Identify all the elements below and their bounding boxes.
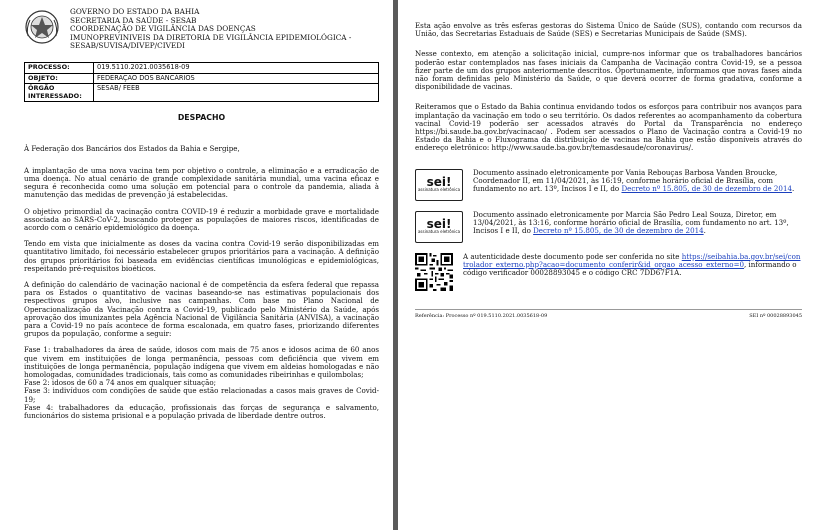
authenticity-block — [415, 253, 802, 291]
process-info-table — [24, 62, 379, 102]
letterhead — [24, 8, 379, 51]
auth-text-1: A autenticidade deste documento pode ser conferida no site — [463, 251, 680, 261]
addressee: À Federação dos Bancários dos Estados da Bahia e Sergipe, — [24, 143, 240, 153]
footer-reference: Referência: Processo nº 019.5110.2021.0035618-09 — [415, 312, 548, 319]
footer-sei-number: SEI nº 00028893045 — [749, 312, 802, 319]
sei-seal-icon — [415, 169, 463, 201]
paragraph-5: Esta ação envolve as três esferas gestoras do Sistema Único de Saúde (SUS), contando com recursos da União, das Secretarias Estaduais de Saúde (SES) e Secretarias Municipais de Saúde (SMS). — [415, 21, 802, 39]
phase-1: Fase 1: trabalhadores da área de saúde, idosos com mais de 75 anos e idosos acima de 60 anos que vivem em instituições de longa permanência, pessoas com deficiência que vivem em instituições de longa permanência, população indígena que vivem em aldeias homologadas e não homologadas, comunidades tradicionais, tais como as comunidades ribeirinhas e quilombolas; — [24, 345, 379, 380]
objeto-value: FEDERAÇÃO DOS BANCÁRIOS — [94, 73, 379, 84]
document-page-2 — [398, 0, 814, 530]
header-line-3: COORDENAÇÃO DE VIGILÂNCIA DAS DOENÇAS — [70, 24, 256, 34]
bahia-coat-of-arms-icon — [24, 8, 60, 46]
processo-value: 019.5110.2021.0035618-09 — [94, 62, 379, 73]
orgao-label: ÓRGÃO INTERESSADO: — [25, 84, 94, 102]
header-line-1: GOVERNO DO ESTADO DA BAHIA — [70, 7, 200, 16]
qr-code-icon — [415, 253, 453, 291]
paragraph-2: O objetivo primordial da vacinação contra COVID-19 é reduzir a morbidade grave e mortalidade associada ao SARS-CoV-2, buscando proteger as populações de maiores riscos, identificadas de acordo com o cenário epidemiológico da doença. — [24, 206, 379, 232]
phase-3: Fase 3: indivíduos com condições de saúde que estão relacionadas a casos mais graves de Covid-19; — [24, 386, 379, 404]
signature-1-end: . — [791, 184, 795, 194]
auth-text-2: , informando o código verificador 00028893045 e o código CRC 7DD67F1A. — [463, 259, 797, 278]
header-line-2: SECRETARIA DA SAÚDE - SESAB — [70, 15, 197, 25]
paragraph-6: Nesse contexto, em atenção a solicitação inicial, cumpre-nos informar que os trabalhadores bancários poderão estar contemplados nas fases iniciais da Campanha de Vacinação contra Covid-19, se a pessoa fizer parte de um dos grupos anteriormente descritos. Oportunamente, informamos que novas fases ainda não foram definidas pelo Ministério da Saúde, o que deverá ocorrer de forma gradativa, conforme a disponibilidade de vacinas. — [415, 49, 802, 92]
auth-verification-link[interactable]: https://seibahia.ba.gov.br/sei/controlador_externo.php?acao=documento_conferir&id_orgao_acesso_externo=0 — [463, 251, 801, 269]
objeto-label: OBJETO: — [25, 73, 94, 84]
seal-caption: assinatura eletrônica — [417, 187, 461, 193]
signature-2-text: Documento assinado eletronicamente por Marcia São Pedro Leal Souza, Diretor, em 13/04/2021, às 13:16, conforme horário oficial de Brasília, com fundamento no art. 13º, Incisos I e II, do — [473, 209, 789, 236]
paragraph-4: A definição do calendário de vacinação nacional é de competência da esfera federal que repassa para os Estados o quantitativo de vacinas baseando-se nas estimativas populacionais dos respectivos grupos alvo, inclusive nas campanhas. Com base no Plano Nacional de Operacionalização da Vacinação contra a Covid-19, publicado pelo Ministério da Saúde, após aprovação dos imunizantes pela Agência Nacional de Vigilância Sanitária (ANVISA), a vacinação para a Covid-19 no país acontece de forma escalonada, em quatro fases, priorizando diferentes grupos da população, conforme a seguir: — [24, 279, 379, 339]
phase-2: Fase 2: idosos de 60 a 74 anos em qualquer situação; — [24, 378, 216, 388]
paragraph-3: Tendo em vista que inicialmente as doses da vacina contra Covid-19 serão disponibilizadas em quantitativo limitado, foi necessário estabelecer grupos prioritários para a vacinação. A definição dos grupos prioritários foi baseada em evidências científicas imunológicas e epidemiológicas, respeitando pré-requisitos bioéticos. — [24, 239, 379, 273]
orgao-value: SESAB/ FEEB — [94, 84, 379, 102]
seal-logo-text: sei! — [426, 217, 452, 232]
sei-seal-icon — [415, 211, 463, 243]
header-line-5: SESAB/SUVISA/DIVEP/CIVEDI — [70, 41, 185, 51]
paragraph-7: Reiteramos que o Estado da Bahia continua envidando todos os esforços para contribuir nos avanços para implantação da vacinação em todo o seu território. Os dados referentes ao acompanhamento da cobertura vacinal Covid-19 poderão ser acessados através do Portal da Transparência no endereço https://bi.saude.ba.gov.br/vacinacao/ . Podem ser acessados o Plano de Vacinação contra a Covid-19 no Estado da Bahia e o Fluxograma da distribuição de vacinas na Bahia que estão disponíveis através do endereço eletrônico: http://www.saude.ba.gov.br/temasdesaude/coronavirus/. — [415, 102, 802, 153]
signature-2-end: . — [703, 226, 706, 236]
signature-block-2 — [415, 211, 802, 243]
seal-logo-text: sei! — [426, 175, 452, 190]
header-line-4: IMUNOPREVINIVEIS DA DIRETORIA DE VIGILÂNCIA EPIDEMIOLÓGICA - — [70, 32, 352, 42]
phase-4: Fase 4: trabalhadores da educação, profissionais das forças de segurança e salvamento, funcionários do sistema prisional e a população privada de liberdade dentre outros. — [24, 402, 379, 421]
document-page-1 — [0, 0, 393, 530]
signature-block-1 — [415, 169, 802, 201]
processo-label: PROCESSO: — [25, 62, 94, 73]
seal-caption: assinatura eletrônica — [417, 229, 461, 235]
signature-1-text: Documento assinado eletronicamente por Vania Rebouças Barbosa Vanden Broucke, Coordenador II, em 11/04/2021, às 16:19, conforme horário oficial de Brasília, com fundamento no art. 13º, Incisos I e II, do — [473, 167, 778, 194]
document-title: DESPACHO — [177, 113, 226, 123]
signature-2-decree-link[interactable]: Decreto nº 15.805, de 30 de dezembro de 2014 — [533, 226, 704, 236]
signature-1-decree-link[interactable]: Decreto nº 15.805, de 30 de dezembro de 2014 — [621, 184, 792, 194]
page-footer — [415, 310, 802, 320]
paragraph-1: A implantação de uma nova vacina tem por objetivo o controle, a eliminação e a erradicação de uma doença. No atual cenário de grande complexidade sanitária mundial, uma vacina eficaz e segura é reconhecida como uma solução em potencial para o controle da pandemia, aliada à manutenção das medidas de prevenção já estabelecidas. — [24, 165, 379, 200]
